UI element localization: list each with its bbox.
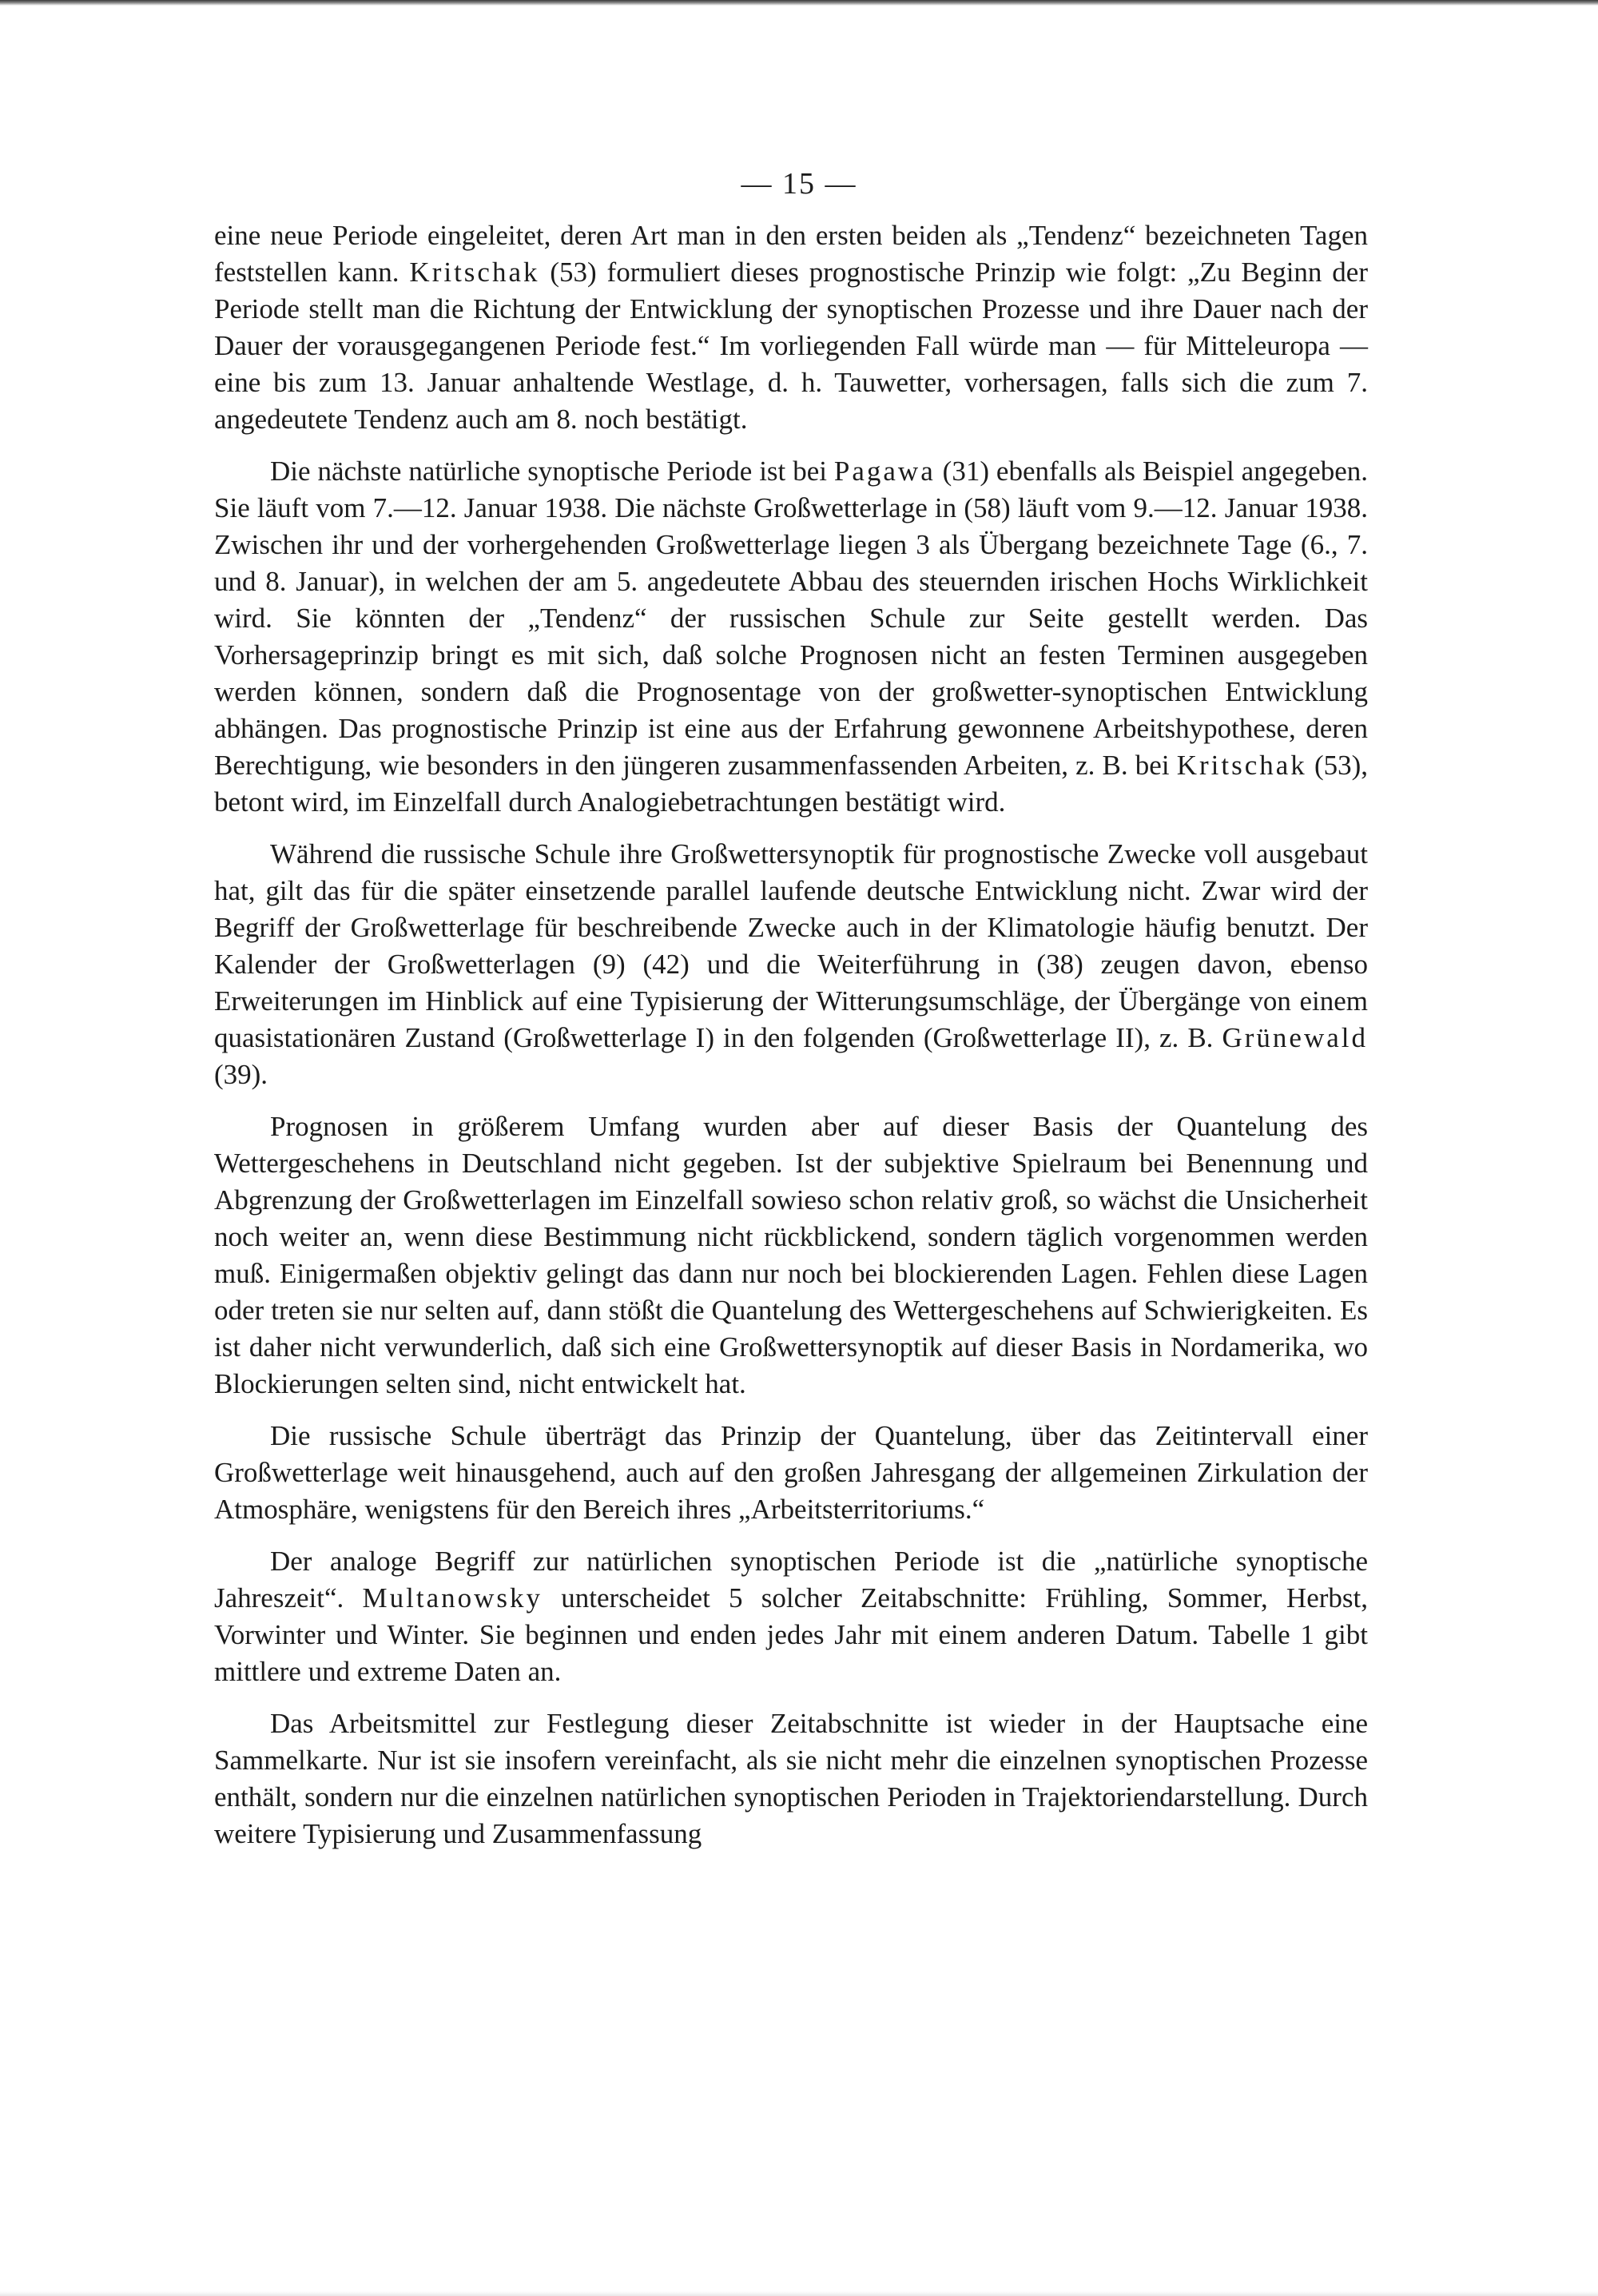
author-name: Kritschak (1176, 750, 1307, 781)
text-run: Der analoge Begriff zur natürlichen synoptischen Periode ist die „natürliche synoptische Jahreszeit“. (214, 1546, 1368, 1614)
text-run: (31) ebenfalls als Beispiel angegeben. Sie läuft vom 7.—12. Januar 1938. Die nächste Großwetterlage in (58) läuft vom 9.—12. Januar 1938. Zwischen ihr und der vorhergehenden Großwetterlage liegen 3 als Übergang bezeichnete Tage (6., 7. und 8. Januar), in welchen der am 5. angedeutete Abbau des steuernden irischen Hochs Wirklichkeit wird. Sie könnten der „Tendenz“ der russischen Schule zur Seite gestellt werden. Das Vorhersageprinzip bringt es mit sich, daß solche Prognosen nicht an festen Terminen ausgegeben werden können, sondern daß die Prognosentage von der großwetter-synoptischen Entwicklung abhängen. Das prognostische Prinzip ist eine aus der Erfahrung gewonnene Arbeitshypothese, deren Berechtigung, wie besonders in den jüngeren zusammenfassenden Arbeiten, z. B. bei (214, 456, 1368, 781)
page-number: — 15 — (741, 167, 857, 201)
text-run: Die russische Schule überträgt das Prinzip der Quantelung, über das Zeitintervall einer Großwetterlage weit hinausgehend, auch auf den großen Jahresgang der allgemeinen Zirkulation der Atmosphäre, wenigstens für den Bereich ihres „Arbeitsterritoriums.“ (214, 1420, 1368, 1525)
text-run: Prognosen in größerem Umfang wurden aber auf dieser Basis der Quantelung des Wettergeschehens in Deutschland nicht gegeben. Ist der subjektive Spielraum bei Benennung und Abgrenzung der Großwetterlagen im Einzelfall sowieso schon relativ groß, so wächst die Unsicherheit noch weiter an, wenn diese Bestimmung nicht rückblickend, sondern täglich vorgenommen werden muß. Einigermaßen objektiv gelingt das dann nur noch bei blockierenden Lagen. Fehlen diese Lagen oder treten sie nur selten auf, dann stößt die Quantelung des Wettergeschehens auf Schwierigkeiten. Es ist daher nicht verwunderlich, daß sich eine Großwettersynoptik auf dieser Basis in Nordamerika, wo Blockierungen selten sind, nicht entwickelt hat. (214, 1111, 1368, 1399)
paragraph (214, 836, 1368, 1093)
text-run: (53) formuliert dieses prognostische Prinzip wie folgt: „Zu Beginn der Periode stellt man die Richtung der Entwicklung der synoptischen Prozesse und ihre Dauer nach der Dauer der vorausgegangenen Periode fest.“ Im vorliegenden Fall würde man — für Mitteleuropa — eine bis zum 13. Januar anhaltende Westlage, d. h. Tauwetter, vorhersagen, falls sich die zum 7. angedeutete Tendenz auch am 8. noch bestätigt. (214, 257, 1368, 435)
text-run: Die nächste natürliche synoptische Periode ist bei (270, 456, 834, 487)
text-run: (39). (214, 1059, 268, 1090)
text-run: Während die russische Schule ihre Großwettersynoptik für prognostische Zwecke voll ausgebaut hat, gilt das für die später einsetzende parallel laufende deutsche Entwicklung nicht. Zwar wird der Begriff der Großwetterlage für beschreibende Zwecke auch in der Klimatologie häufig benutzt. Der Kalender der Großwetterlagen (9) (42) und die Weiterführung in (38) zeugen davon, ebenso Erweiterungen im Hinblick auf eine Typisierung der Witterungsumschläge, der Übergänge von einem quasistationären Zustand (Großwetterlage I) in den folgenden (Großwetterlage II), z. B. (214, 838, 1368, 1053)
text-run: (53), betont wird, im Einzelfall durch Analogiebetrachtungen bestätigt wird. (214, 750, 1369, 818)
paragraph (214, 1108, 1368, 1403)
paragraph (214, 1543, 1368, 1690)
author-name: Kritschak (409, 257, 540, 288)
author-name: Grünewald (1222, 1022, 1368, 1053)
paragraph (214, 1418, 1368, 1528)
author-name: Multanowsky (362, 1582, 543, 1614)
text-run: eine neue Periode eingeleitet, deren Art man in den ersten beiden als „Tendenz“ bezeichneten Tagen feststellen kann. (214, 220, 1368, 288)
body-text (214, 217, 1368, 1868)
paragraph (214, 453, 1368, 821)
scan-edge (0, 2291, 1598, 2296)
author-name: Pagawa (833, 456, 936, 487)
paragraph (214, 217, 1368, 438)
paragraph (214, 1705, 1368, 1852)
text-run: Das Arbeitsmittel zur Festlegung dieser Zeitabschnitte ist wieder in der Hauptsache eine Sammelkarte. Nur ist sie insofern vereinfacht, als sie nicht mehr die einzelnen synoptischen Prozesse enthält, sondern nur die einzelnen natürlichen synoptischen Perioden in Trajektoriendarstellung. Durch weitere Typisierung und Zusammenfassung (214, 1708, 1368, 1849)
text-run: unterscheidet 5 solcher Zeitabschnitte: Frühling, Sommer, Herbst, Vorwinter und Winter. Sie beginnen und enden jedes Jahr mit einem anderen Datum. Tabelle 1 gibt mittlere und extreme Daten an. (214, 1582, 1368, 1687)
scan-edge (0, 0, 1598, 6)
